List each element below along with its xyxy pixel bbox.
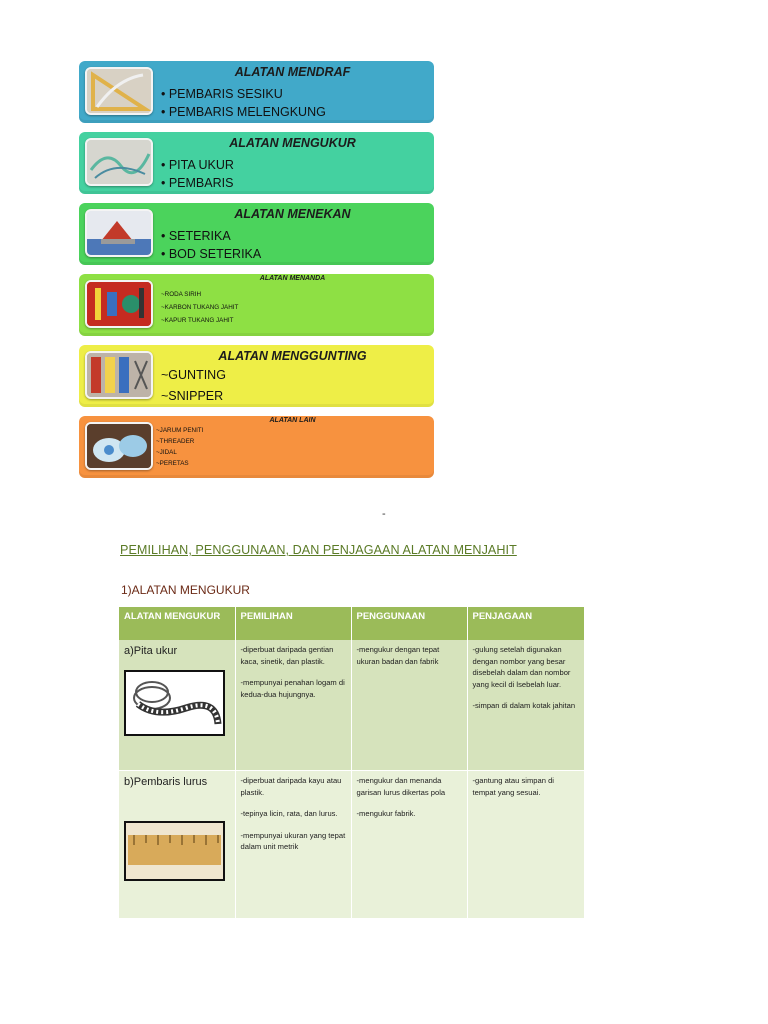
table-header-row xyxy=(119,607,584,640)
cell-text: -diperbuat daripada kayu atau plastik. xyxy=(240,776,342,797)
tape-measure-image xyxy=(124,670,225,736)
panel-item: • SETERIKA xyxy=(161,229,231,243)
panel-item: ~PERETAS xyxy=(156,460,189,467)
pemilihan-cell xyxy=(235,640,351,771)
panel-alatan-lain xyxy=(79,416,434,478)
penjagaan-cell xyxy=(467,640,584,771)
panel-item: • PITA UKUR xyxy=(161,158,234,172)
tools-care-table xyxy=(119,607,584,918)
marking-tools-image xyxy=(85,280,153,328)
panel-items xyxy=(161,365,226,407)
table-row xyxy=(119,771,584,919)
scissors-image xyxy=(85,351,153,399)
measuring-tape-image xyxy=(85,138,153,186)
cell-text: -tepinya licin, rata, dan lurus. xyxy=(240,809,338,819)
panel-item: ~THREADER xyxy=(156,438,195,445)
penjagaan-cell xyxy=(467,771,584,919)
panel-items xyxy=(161,85,326,121)
panel-alatan-menekan xyxy=(79,203,434,265)
iron-image xyxy=(85,209,153,257)
panel-title: ALATAN LAIN xyxy=(269,417,316,424)
page-heading: PEMILIHAN, PENGGUNAAN, DAN PENJAGAAN ALATAN MENJAHIT xyxy=(120,543,517,557)
header-cell: PEMILIHAN xyxy=(235,607,351,640)
cell-text: -mengukur dengan tepat ukuran badan dan fabrik xyxy=(356,645,440,666)
panel-alatan-mendraf xyxy=(79,61,434,123)
separator-dash: - xyxy=(382,508,386,520)
panel-item: • PEMBARIS xyxy=(161,176,234,190)
panel-item: ~JARUM PENITI xyxy=(156,427,204,434)
cell-text: -gulung setelah digunakan dengan nombor yang besar disebelah dalam dan nombor yang kecil di lsebelah luar. xyxy=(472,645,571,689)
section-heading: 1)ALATAN MENGUKUR xyxy=(121,583,250,597)
tool-cell xyxy=(119,771,235,919)
panel-items xyxy=(161,227,261,263)
panel-title: ALATAN MENGGUNTING xyxy=(218,349,367,363)
panel-item: ~KARBON TUKANG JAHIT xyxy=(161,304,239,311)
panel-item: ~JIDAL xyxy=(156,449,177,456)
header-cell: ALATAN MENGUKUR xyxy=(119,607,235,640)
cell-text: -simpan di dalam kotak jahitan xyxy=(472,701,576,711)
panel-title: ALATAN MENDRAF xyxy=(234,65,351,79)
tool-cell xyxy=(119,640,235,771)
tool-name: a)Pita ukur xyxy=(124,645,178,657)
cell-text: -gantung atau simpan di tempat yang sesuai. xyxy=(472,776,554,797)
panel-item: ~RODA SIRIH xyxy=(161,291,202,298)
panel-title: ALATAN MENGUKUR xyxy=(229,136,356,150)
panel-alatan-mengukur xyxy=(79,132,434,194)
header-cell: PENGGUNAAN xyxy=(351,607,467,640)
cell-text: -diperbuat daripada gentian kaca, sinetik, dan plastik. xyxy=(240,645,334,666)
pin-box-image xyxy=(85,422,153,470)
pemilihan-cell xyxy=(235,771,351,919)
cell-text: -mempunyai ukuran yang tepat dalam unit metrik xyxy=(240,830,346,852)
ruler-image xyxy=(124,821,225,881)
cell-text: -mempunyai penahan logam di kedua-dua hujungnya. xyxy=(240,678,345,699)
panel-item: ~GUNTING xyxy=(161,368,226,382)
cell-text: -mengukur fabrik. xyxy=(356,809,416,819)
header-cell: PENJAGAAN xyxy=(467,607,584,640)
panel-item: • PEMBARIS MELENGKUNG xyxy=(161,105,326,119)
panel-alatan-menggunting xyxy=(79,345,434,407)
panel-items xyxy=(161,288,238,327)
penggunaan-cell xyxy=(351,640,467,771)
penggunaan-cell xyxy=(351,771,467,919)
tool-name: b)Pembaris lurus xyxy=(124,776,208,788)
panel-item: • BOD SETERIKA xyxy=(161,247,262,261)
panel-item: • PEMBARIS SESIKU xyxy=(161,87,283,101)
table-row xyxy=(119,640,584,771)
panel-alatan-menanda xyxy=(79,274,434,336)
panel-title: ALATAN MENANDA xyxy=(259,275,326,282)
panel-item: ~SNIPPER xyxy=(161,389,224,403)
drafting-rulers-image xyxy=(85,67,153,115)
panel-item: ~KAPUR TUKANG JAHIT xyxy=(161,317,234,324)
panel-title: ALATAN MENEKAN xyxy=(234,207,351,221)
cell-text: -mengukur dan menanda garisan lurus dikertas pola xyxy=(356,776,446,797)
panel-items xyxy=(156,425,203,469)
panel-items xyxy=(161,156,234,192)
